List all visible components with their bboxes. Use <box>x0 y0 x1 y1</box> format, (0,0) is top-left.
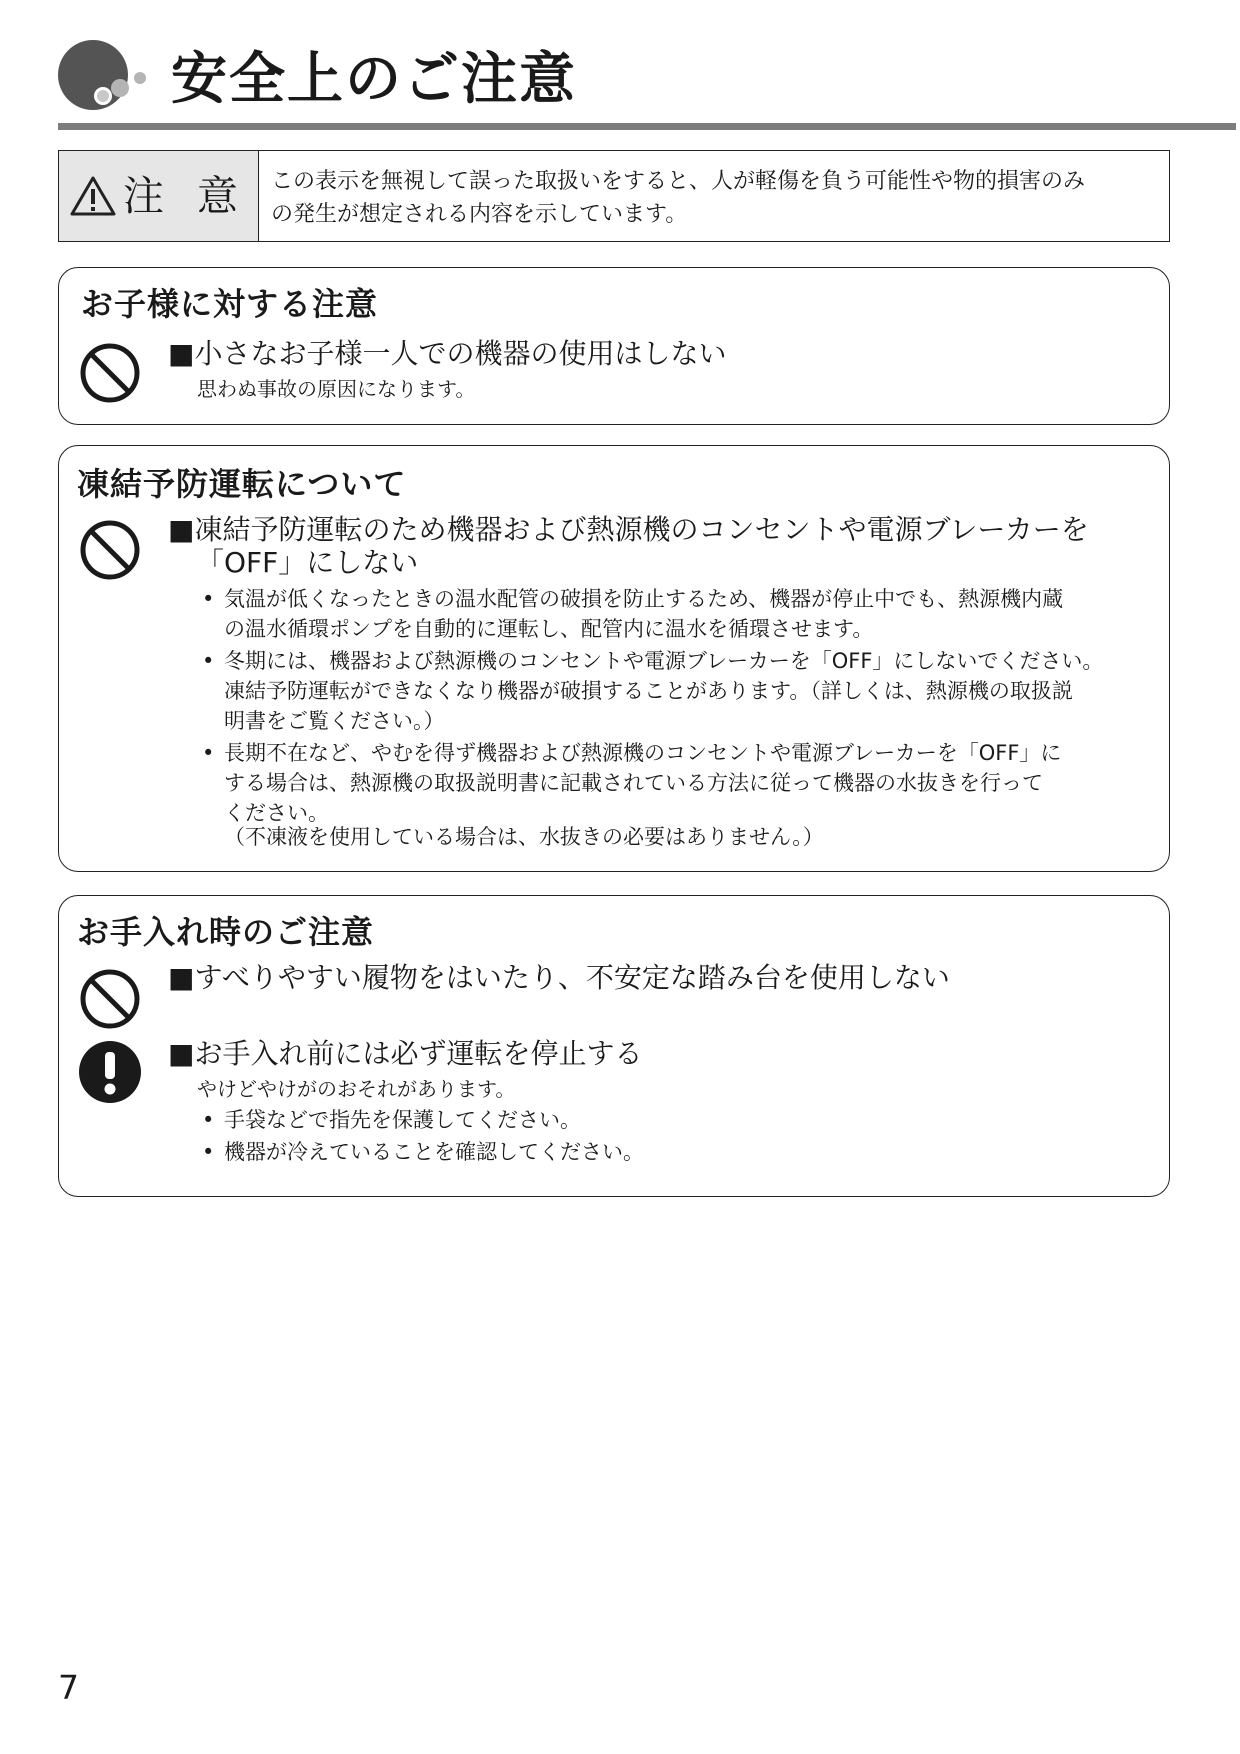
section-title: お子様に対する注意 <box>81 285 379 323</box>
caution-description-line: の発生が想定される内容を示しています。 <box>271 202 688 227</box>
header-rule <box>58 123 1236 130</box>
caution-description <box>259 151 1169 241</box>
list-item-line: 長期不在など、やむを得ず機器および熱源機のコンセントや電源ブレーカーを「OFF」に <box>224 741 1062 765</box>
warning-triangle-icon <box>69 175 117 217</box>
item-note: やけどやけがのおそれがあります。 <box>197 1077 516 1101</box>
section-cleaning <box>58 895 1170 1197</box>
list-item-line: 明書をご覧ください。） <box>224 709 445 733</box>
bullet-dot: • <box>202 741 215 765</box>
section-freeze-prevention <box>58 445 1170 872</box>
mandatory-exclamation-icon <box>79 1041 141 1103</box>
list-item-line: の温水循環ポンプを自動的に運転し、配管内に温水を循環させます。 <box>224 617 874 641</box>
item-title: ■お手入れ前には必ず運転を停止する <box>168 1037 643 1070</box>
page-number: 7 <box>58 1668 79 1707</box>
list-item-line: ください。 <box>224 801 329 825</box>
caution-label: 注 意 <box>122 171 249 220</box>
list-item-line: 機器が冷えていることを確認してください。 <box>224 1140 644 1164</box>
list-item-line: 気温が低くなったときの温水配管の破損を防止するため、機器が停止中でも、熱源機内蔵 <box>224 587 1064 611</box>
caution-description-line: この表示を無視して誤った取扱いをすると、人が軽傷を負う可能性や物的損害のみ <box>271 169 1086 194</box>
bullet-list <box>197 1105 1137 1169</box>
item-title: ■小さなお子様一人での機器の使用はしない <box>168 337 727 370</box>
prohibition-icon <box>79 342 141 404</box>
item-note: 思わぬ事故の原因になります。 <box>197 377 476 401</box>
list-item <box>197 584 1137 644</box>
bullet-list <box>197 584 1137 830</box>
list-item <box>197 1105 1137 1135</box>
section-title: お手入れ時のご注意 <box>77 913 375 951</box>
bullet-dot: • <box>202 1140 215 1164</box>
caution-definition-box <box>58 150 1170 242</box>
list-item <box>197 1137 1137 1167</box>
list-item-line: 冬期には、機器および熱源機のコンセントや電源ブレーカーを「OFF」にしないでください。 <box>224 649 1104 673</box>
section-title: 凍結予防運転について <box>77 465 407 503</box>
item-title: ■凍結予防運転のため機器および熱源機のコンセントや電源ブレーカーを <box>168 513 1089 546</box>
list-item <box>197 738 1137 828</box>
antifreeze-note: （不凍液を使用している場合は、水抜きの必要はありません。） <box>224 825 824 849</box>
prohibition-icon <box>79 519 141 581</box>
list-item-line: 凍結予防運転ができなくなり機器が破損することがあります。（詳しくは、熱源機の取扱説 <box>224 679 1073 703</box>
bullet-dot: • <box>202 649 215 673</box>
section-logo-icon <box>58 40 148 118</box>
prohibition-icon <box>79 968 141 1030</box>
item-title: 「OFF」にしない <box>196 546 419 579</box>
bullet-dot: • <box>202 1108 215 1132</box>
list-item-line: 手袋などで指先を保護してください。 <box>224 1108 581 1132</box>
page-header <box>58 40 1236 130</box>
item-title: ■すべりやすい履物をはいたり、不安定な踏み台を使用しない <box>168 961 950 994</box>
caution-label-cell <box>59 151 259 241</box>
bullet-dot: • <box>202 587 215 611</box>
list-item-line: する場合は、熱源機の取扱説明書に記載されている方法に従って機器の水抜きを行って <box>224 771 1043 795</box>
page-title: 安全上のご注意 <box>171 47 577 112</box>
section-child-safety <box>58 267 1170 425</box>
list-item <box>197 646 1137 736</box>
